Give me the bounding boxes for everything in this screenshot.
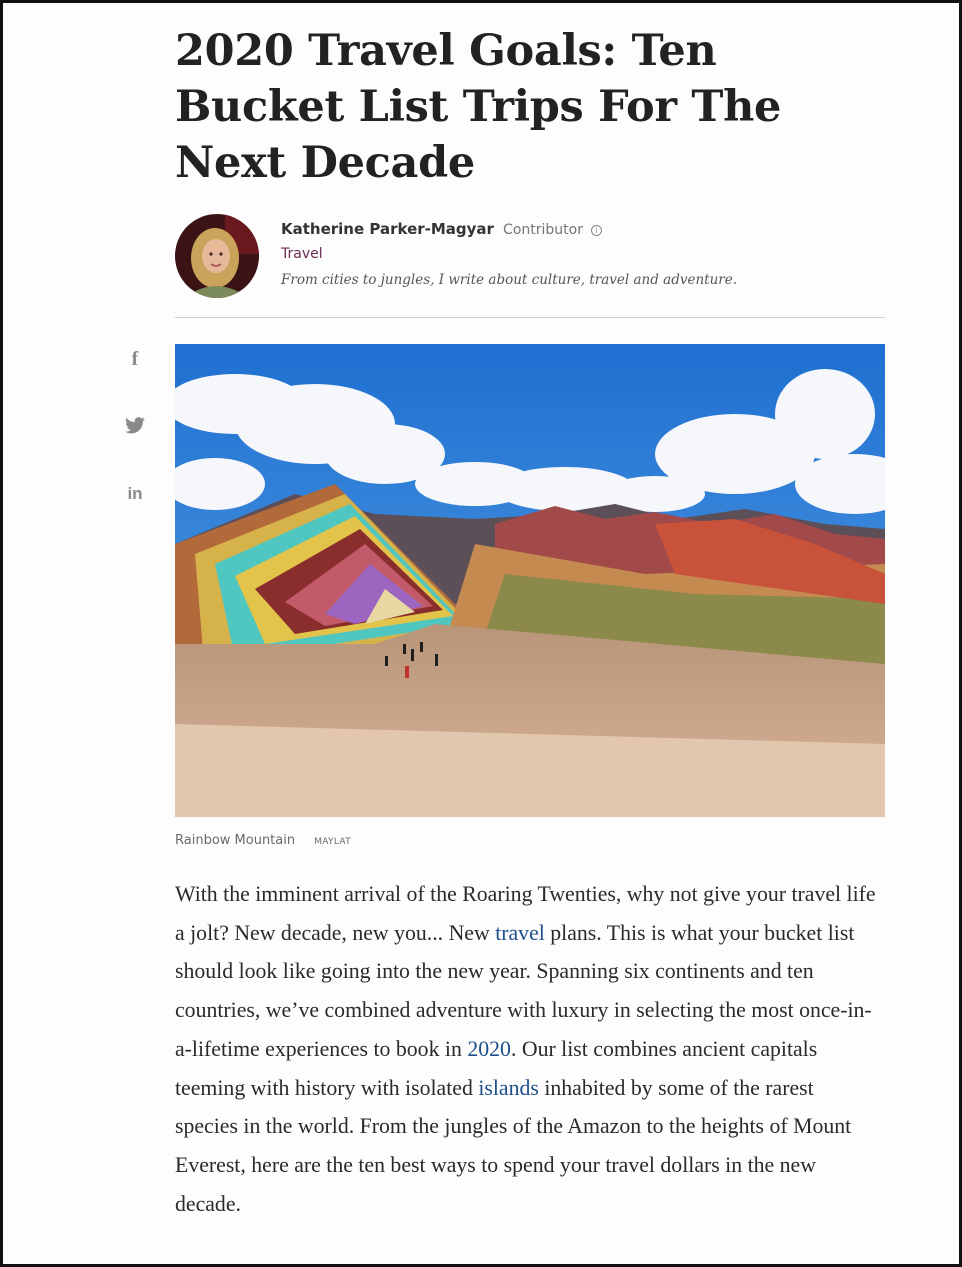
article-title: 2020 Travel Goals: Ten Bucket List Trips For The Next Decade [175, 26, 782, 188]
caption-text: Rainbow Mountain [175, 833, 296, 848]
photo-credit: MAYLAT [314, 837, 351, 847]
paragraph-text: . Our list combines ancient capitals teeming with history with isolated [175, 1036, 818, 1100]
paragraph-text: inhabited by some of the rarest species in the world. From the jungles of the Amazon to the heights of Mount Everest, here are the ten best ways to spend your travel dollars in the new decade. [175, 1075, 852, 1216]
byline-divider [175, 317, 885, 318]
linkedin-icon[interactable]: in [127, 484, 143, 503]
paragraph-text: With the imminent arrival of the Roaring Twenties, why not give your travel life a jolt? New decade, new you... New [175, 882, 876, 945]
article-paragraph [175, 875, 880, 1223]
author-avatar[interactable] [175, 214, 259, 298]
author-role: Contributor [503, 222, 583, 238]
section-link[interactable]: Travel [281, 246, 323, 262]
info-icon[interactable]: i [591, 225, 602, 236]
hero-caption [175, 829, 351, 848]
facebook-icon[interactable]: f [131, 347, 139, 370]
link-travel[interactable]: travel [495, 920, 545, 945]
author-tagline: From cities to jungles, I write about culture, travel and adventure. [281, 272, 738, 288]
paragraph-text: plans. This is what your bucket list should look like going into the new year. Spanning six continents and ten countries, we’ve combined adventure with luxury in selecting the most once-in-a-lifetime experiences to book in [175, 920, 872, 1061]
twitter-icon[interactable] [121, 412, 149, 438]
author-name[interactable]: Katherine Parker-Magyar [281, 220, 494, 238]
link-2020[interactable]: 2020 [467, 1036, 511, 1061]
author-byline [281, 219, 602, 238]
link-islands[interactable]: islands [478, 1075, 539, 1100]
hero-image [175, 344, 885, 817]
